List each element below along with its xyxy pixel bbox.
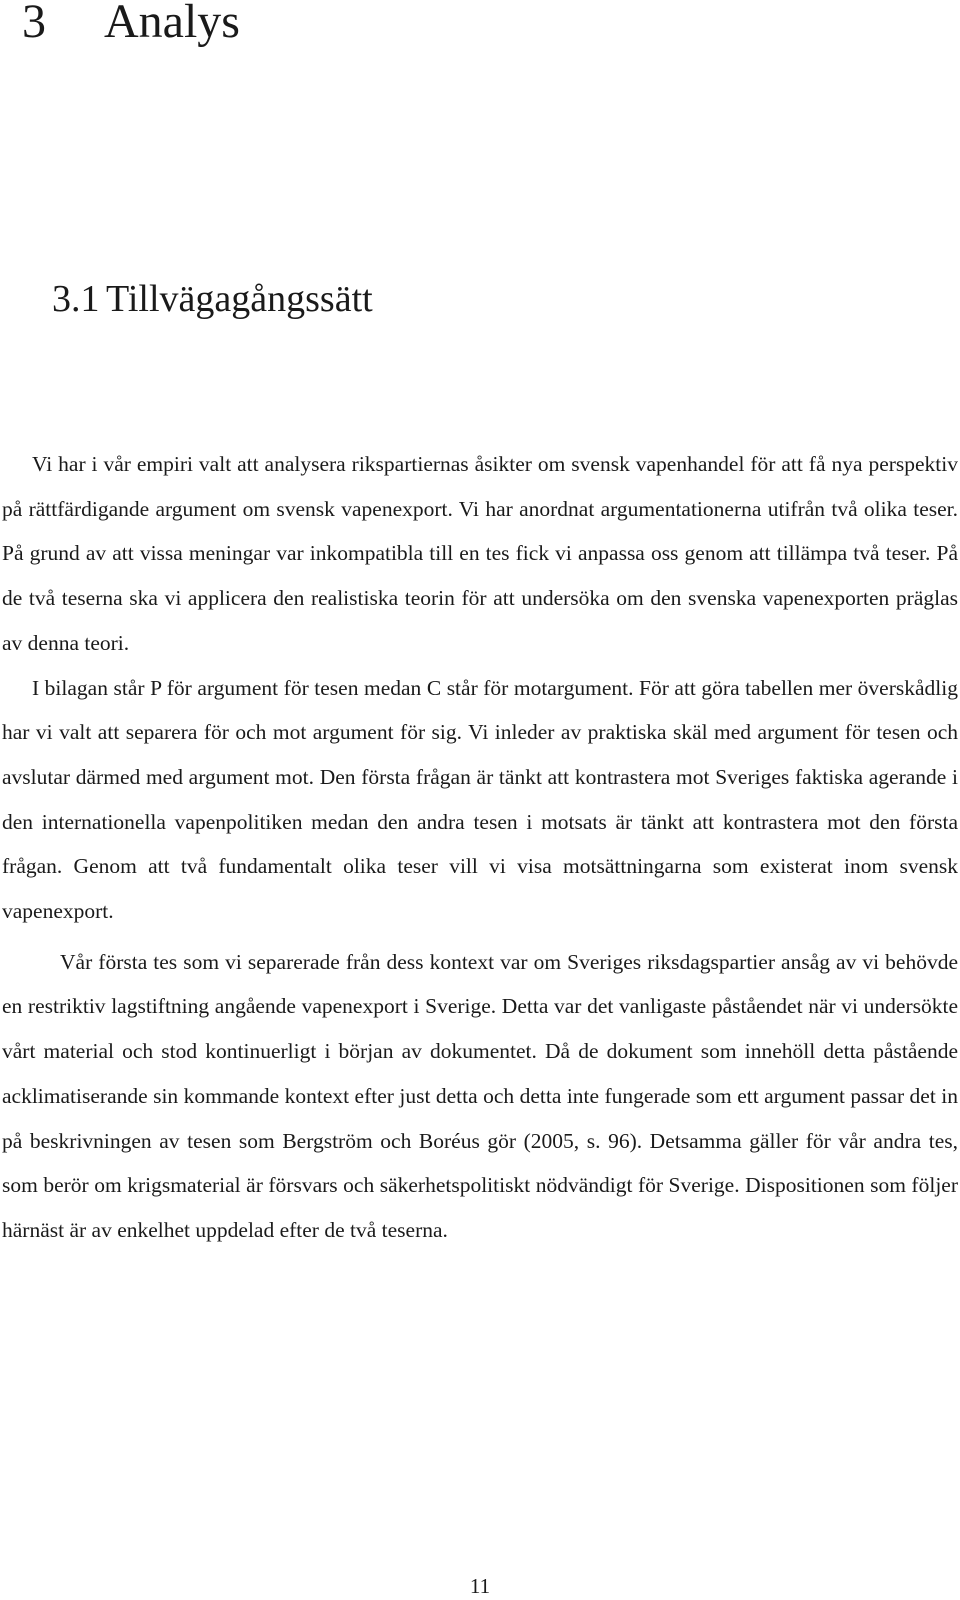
- chapter-title: Analys: [104, 0, 240, 48]
- page-number: 11: [469, 1574, 491, 1598]
- paragraph-3: Vår första tes som vi separerade från dess kontext var om Sveriges riksdagspartier ansåg av vi behövde en restriktiv lagstiftning angående vapenexport i Sverige. Detta var det vanligaste påståendet när vi undersökte vårt material och stod kontinuerligt i början av dokumentet. Då de dokument som innehöll detta påstående acklimatiserande sin kommande kontext efter just detta och detta inte fungerade som ett argument passar det in på beskrivningen av tesen som Bergström och Boréus gör (2005, s. 96). Detsamma gäller för vår andra tes, som berör om krigsmaterial är försvars och säkerhetspolitiskt nödvändigt för Sverige. Dispositionen som följer härnäst är av enkelhet uppdelad efter de två teserna.: [2, 949, 958, 1242]
- paragraph-2: I bilagan står P för argument för tesen medan C står för motargument. För att göra tabellen mer överskådlig har vi valt att separera för och mot argument för sig. Vi inleder av praktiska skäl med argument för tesen och avslutar därmed med argument mot. Den första frågan är tänkt att kontrastera mot Sveriges faktiska agerande i den internationella vapenpolitiken medan den andra tesen i motsats är tänkt att kontrastera mot den första frågan. Genom att två fundamentalt olika teser vill vi visa motsättningarna som existerat inom svensk vapenexport.: [2, 675, 958, 924]
- chapter-number: 3: [22, 0, 46, 48]
- section-number: 3.1: [52, 278, 100, 320]
- paragraph-1: Vi har i vår empiri valt att analysera rikspartiernas åsikter om svensk vapenhandel för att få nya perspektiv på rättfärdigande argument om svensk vapenexport. Vi har anordnat argumentationerna utifrån två olika teser. På grund av att vissa meningar var inkompatibla till en tes fick vi anpassa oss genom att tillämpa två teser. På de två teserna ska vi applicera den realistiska teorin för att undersöka om den svenska vapenexporten präglas av denna teori.: [2, 452, 958, 655]
- body-text: [0, 442, 958, 1253]
- section-title: Tillvägagångssätt: [106, 278, 373, 320]
- chapter-heading: [22, 0, 240, 52]
- section-heading: [52, 274, 373, 324]
